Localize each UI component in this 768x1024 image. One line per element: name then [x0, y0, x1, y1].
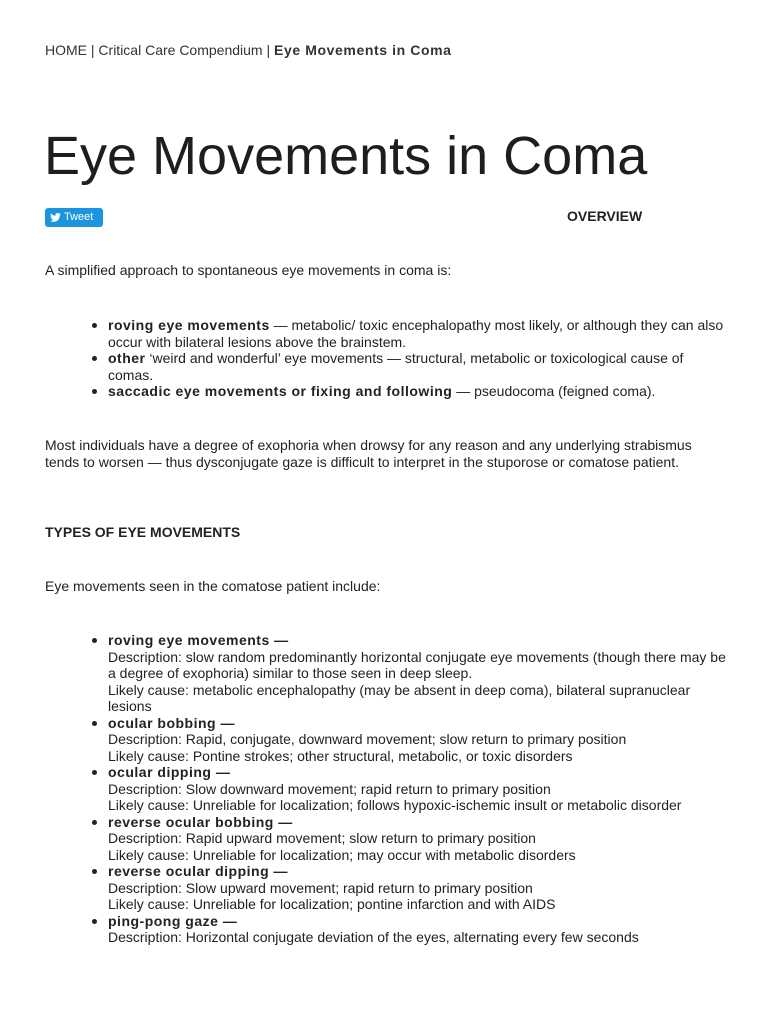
list-item-description: Description: Slow downward movement; rapid return to primary position	[108, 780, 551, 797]
list-item	[108, 863, 728, 913]
list-item-term: saccadic eye movements or fixing and following	[108, 383, 453, 399]
list-item-description: Description: Slow upward movement; rapid return to primary position	[108, 879, 533, 896]
list-item-description: Description: Rapid upward movement; slow return to primary position	[108, 830, 536, 846]
breadcrumb	[45, 42, 452, 59]
list-item-text: ‘weird and wonderful’ eye movements — structural, metabolic or toxicological cause of comas.	[108, 350, 684, 383]
list-item	[108, 814, 728, 864]
list-item	[108, 715, 728, 765]
list-item-term: ocular dipping —	[108, 764, 231, 780]
types-intro-paragraph: Eye movements seen in the comatose patient include:	[45, 578, 381, 594]
page-title: Eye Movements in Coma	[44, 126, 648, 186]
types-heading: TYPES OF EYE MOVEMENTS	[45, 524, 241, 540]
tweet-button[interactable]	[45, 208, 103, 227]
list-item	[108, 764, 728, 814]
list-item-text: — metabolic/ toxic encephalopathy most likely, or although they can also occur with bilateral lesions above the brainstem.	[108, 317, 724, 350]
list-item-term: ping-pong gaze —	[108, 912, 238, 929]
breadcrumb-current-page: Eye Movements in Coma	[274, 42, 452, 58]
twitter-bird-icon	[50, 213, 61, 222]
tweet-label: Tweet	[64, 211, 94, 223]
list-item-description: Description: Rapid, conjugate, downward movement; slow return to primary position	[108, 731, 627, 747]
approach-list	[108, 317, 728, 400]
exophoria-paragraph: Most individuals have a degree of exophoria when drowsy for any reason and any underlying strabismus tends to worsen — thus dysconjugate gaze is difficult to interpret in the stuporose or comatose patient.	[45, 437, 692, 470]
list-item	[108, 632, 728, 715]
list-item-cause: Likely cause: Pontine strokes; other structural, metabolic, or toxic disorders	[108, 747, 573, 764]
list-item-term: roving eye movements	[108, 317, 270, 333]
list-item-term: other	[108, 350, 146, 366]
list-item	[108, 350, 728, 383]
list-item-description: Description: slow random predominantly horizontal conjugate eye movements (though there may be a degree of exophoria) similar to those seen in deep sleep.	[108, 648, 726, 681]
list-item-cause: Likely cause: Unreliable for localization; pontine infarction and with AIDS	[108, 896, 556, 912]
list-item-text: — pseudocoma (feigned coma).	[452, 383, 656, 399]
list-item	[108, 317, 728, 350]
breadcrumb-home-link[interactable]: HOME	[45, 42, 87, 58]
list-item-term: reverse ocular bobbing —	[108, 813, 293, 830]
types-list	[108, 632, 728, 946]
list-item	[108, 383, 728, 400]
list-item-term: reverse ocular dipping —	[108, 863, 289, 879]
list-item-term: roving eye movements —	[108, 632, 289, 648]
overview-heading: OVERVIEW	[567, 208, 643, 224]
list-item-term: ocular bobbing —	[108, 714, 235, 731]
list-item	[108, 913, 728, 946]
breadcrumb-separator: |	[90, 42, 95, 58]
list-item-cause: Likely cause: Unreliable for localization; follows hypoxic-ischemic insult or metabolic disorder	[108, 797, 682, 813]
list-item-description: Description: Horizontal conjugate deviation of the eyes, alternating every few seconds	[108, 929, 639, 945]
breadcrumb-section-link[interactable]: Critical Care Compendium	[98, 42, 263, 58]
intro-paragraph: A simplified approach to spontaneous eye movements in coma is:	[45, 262, 452, 278]
list-item-cause: Likely cause: metabolic encephalopathy (may be absent in deep coma), bilateral supranuclear lesions	[108, 681, 691, 714]
breadcrumb-separator: |	[266, 42, 271, 58]
list-item-cause: Likely cause: Unreliable for localization; may occur with metabolic disorders	[108, 846, 576, 863]
